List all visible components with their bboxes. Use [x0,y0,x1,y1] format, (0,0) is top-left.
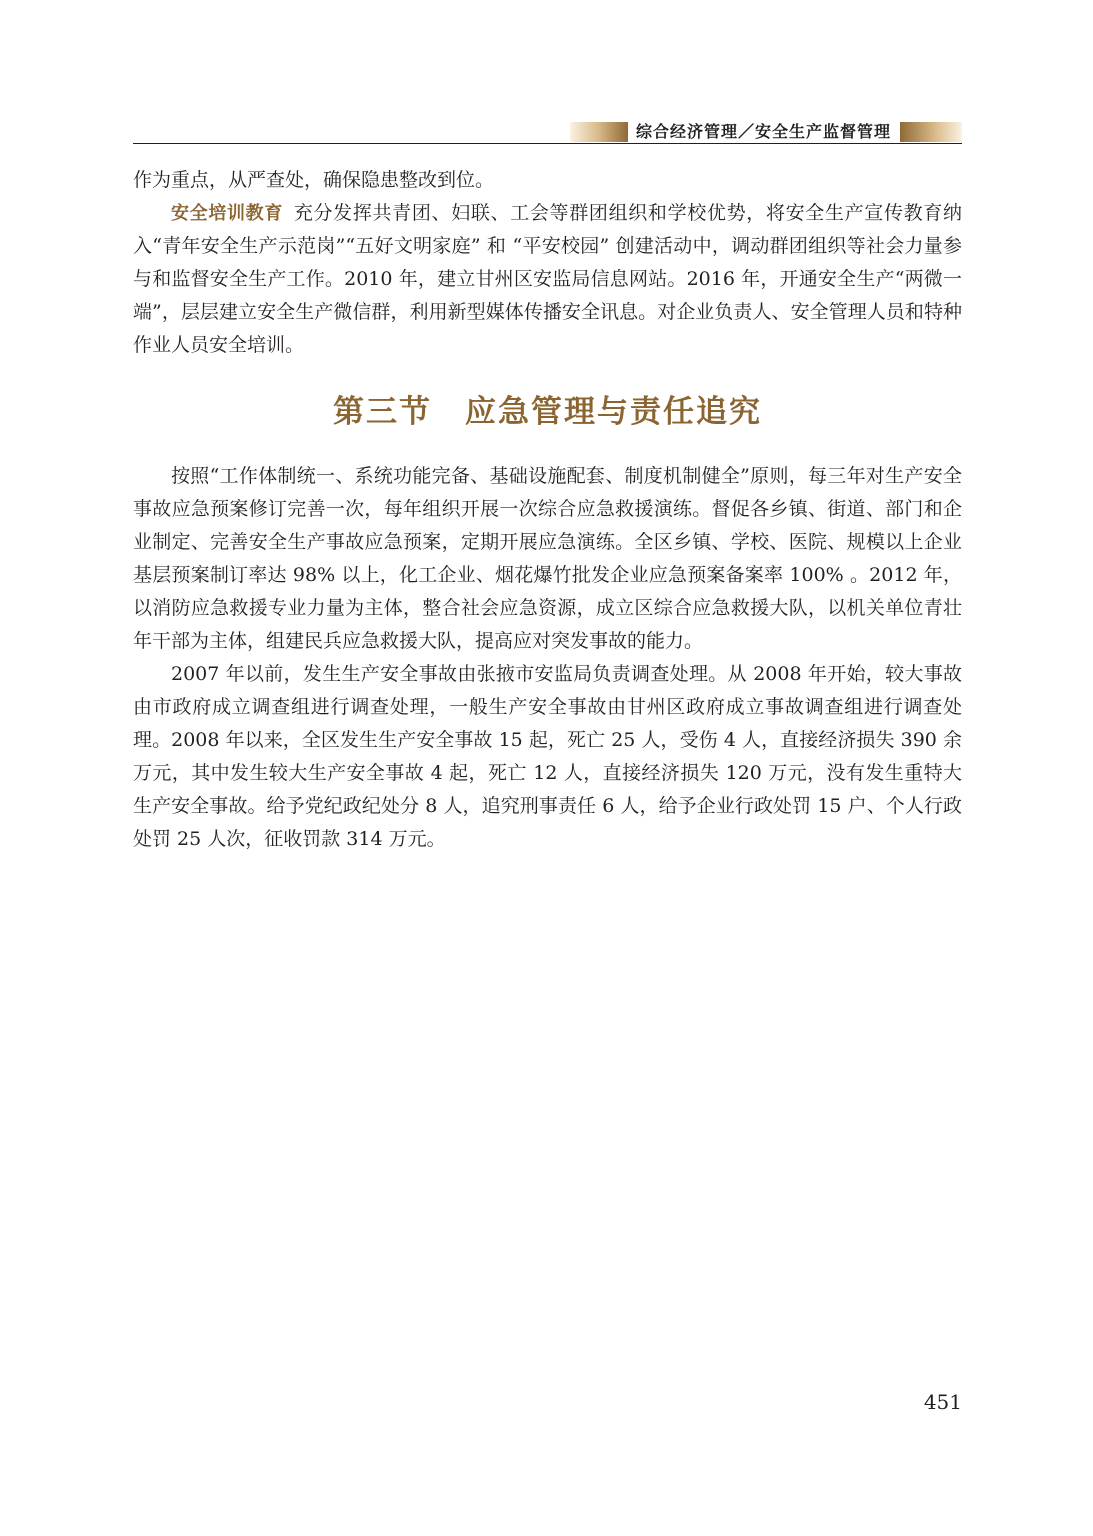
page-content [133,164,962,856]
paragraph-emergency-plan: 按照“工作体制统一、系统功能完备、基础设施配套、制度机制健全”原则，每三年对生产安全事故应急预案修订完善一次，每年组织开展一次综合应急救援演练。督促各乡镇、街道、部门和企业制定、完善安全生产事故应急预案，定期开展应急演练。全区乡镇、学校、医院、规模以上企业基层预案制订率达 98% 以上，化工企业、烟花爆竹批发企业应急预案备案率 100% 。2012 年，以消防应急救援专业力量为主体，整合社会应急资源，成立区综合应急救援大队，以机关单位青壮年干部为主体，组建民兵应急救援大队，提高应对突发事故的能力。 [133,465,962,652]
paragraph-continued: 作为重点，从严查处，确保隐患整改到位。 [133,169,495,191]
header-title: 综合经济管理／安全生产监督管理 [636,122,892,141]
header-decor-bar-left [570,122,628,142]
header-decor-bar-right [900,122,962,142]
page-number: 451 [923,1390,962,1414]
paragraph-safety-training [133,197,962,362]
header-rule [133,143,962,144]
paragraph-safety-training-text: 充分发挥共青团、妇联、工会等群团组织和学校优势，将安全生产宣传教育纳入“青年安全生产示范岗”“五好文明家庭” 和 “平安校园” 创建活动中，调动群团组织等社会力量参与和监督安全生产工作。2010 年，建立甘州区安监局信息网站。2016 年，开通安全生产“两微一端”，层层建立安全生产微信群，利用新型媒体传播安全讯息。对企业负责人、安全管理人员和特种作业人员安全培训。 [133,202,962,356]
section-title: 第三节 应急管理与责任追究 [333,394,762,430]
paragraph-lead-heading: 安全培训教育 [171,203,284,224]
paragraph-accident-investigation: 2007 年以前，发生生产安全事故由张掖市安监局负责调查处理。从 2008 年开始，较大事故由市政府成立调查组进行调查处理，一般生产安全事故由甘州区政府成立事故调查组进行调查处理。2008 年以来，全区发生生产安全事故 15 起，死亡 25 人，受伤 4 人，直接经济损失 390 余万元，其中发生较大生产安全事故 4 起，死亡 12 人，直接经济损失 120 万元，没有发生重特大生产安全事故。给予党纪政纪处分 8 人，追究刑事责任 6 人，给予企业行政处罚 15 户、个人行政处罚 25 人次，征收罚款 314 万元。 [133,663,962,850]
running-header [133,120,962,144]
